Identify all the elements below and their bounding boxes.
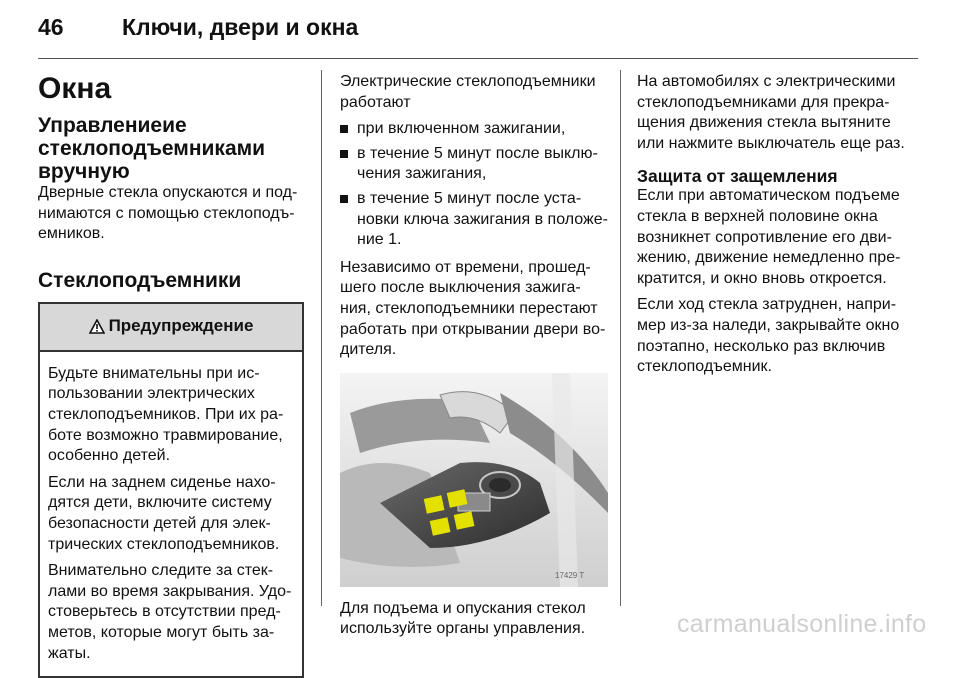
anti-pinch-heading: Защита от защемления — [637, 166, 838, 187]
column-left — [38, 72, 306, 678]
list-item-text: в течение 5 минут после уста-новки ключа зажигания в положе-ние 1. — [357, 189, 608, 249]
column-divider-2 — [620, 70, 621, 606]
list-item — [340, 119, 608, 140]
section-title: Окна — [38, 72, 112, 105]
column-divider-1 — [321, 70, 322, 606]
bullet-square-icon — [340, 150, 348, 158]
bullet-square-icon — [340, 195, 348, 203]
subheading-line: стеклоподъемниками — [38, 137, 266, 160]
subheading-line: Управлениеие — [38, 114, 187, 137]
bullet-square-icon — [340, 125, 348, 133]
header-rule — [38, 58, 918, 59]
photo-code: 17429 T — [555, 570, 585, 580]
photo-caption: Для подъема и опускания стекол используйте органы управления. — [340, 599, 586, 638]
list-item — [340, 144, 608, 185]
list-item-text: в течение 5 минут после выклю-чения зажигания, — [357, 144, 598, 183]
subheading-manual-windows — [38, 114, 306, 183]
warning-paragraph: Если на заднем сиденье нахо-дятся дети, включите систему безопасности детей для элек-трических стеклоподъемников. — [48, 473, 280, 553]
subheading-power-windows: Стеклоподъемники — [38, 268, 242, 292]
spacer — [38, 251, 306, 269]
watermark-text: carmanualsonline.info — [677, 610, 927, 638]
column-right — [637, 72, 905, 384]
stepwise-closing-paragraph: Если ход стекла затруднен, напри-мер из-за наледи, закрывайте окно поэтапно, несколько раз включив стеклоподъемник. — [637, 296, 900, 376]
warning-body — [40, 352, 302, 676]
operation-intro: Электрические стеклоподъемники работают — [340, 73, 596, 111]
window-switch-photo — [340, 373, 608, 587]
intro-paragraph: Дверные стекла опускаются и под-нимаются с помощью стеклоподъ-емников. — [38, 184, 298, 243]
subheading-line: вручную — [38, 160, 130, 183]
page-number: 46 — [38, 14, 64, 40]
conditions-list — [340, 119, 608, 251]
column-middle — [340, 72, 608, 646]
warning-box — [38, 302, 304, 678]
list-item — [340, 189, 608, 251]
driver-door-paragraph: Независимо от времени, прошед-шего после выключения зажига-ния, стеклоподъемники перестают работать при открывании двери во-дителя. — [340, 258, 606, 359]
list-item-text: при включенном зажигании, — [357, 120, 566, 138]
warning-paragraph: Внимательно следите за стек-лами во время закрывания. Удо-стоверьтесь в отсутствии пред-метов, которые могут быть за-жаты. — [48, 562, 292, 662]
running-head: Ключи, двери и окна — [122, 14, 359, 40]
anti-pinch-paragraph: Если при автоматическом подъеме стекла в верхней половине окна возникнет сопротивление его дви-жению, движение немедленно пре-кратится, и окно вновь откроется. — [637, 187, 901, 287]
stop-motion-paragraph: На автомобилях с электрическими стеклоподъемниками для прекра-щения движения стекла вытяните или нажмите выключатель еще раз. — [637, 73, 905, 152]
warning-paragraph: Будьте внимательны при ис-пользовании электрических стеклоподъемников. При их ра-боте возможно травмирование, особенно детей. — [48, 364, 284, 465]
warning-title: Предупреждение — [108, 316, 254, 336]
warning-header — [40, 304, 302, 352]
warning-triangle-icon — [89, 319, 105, 334]
